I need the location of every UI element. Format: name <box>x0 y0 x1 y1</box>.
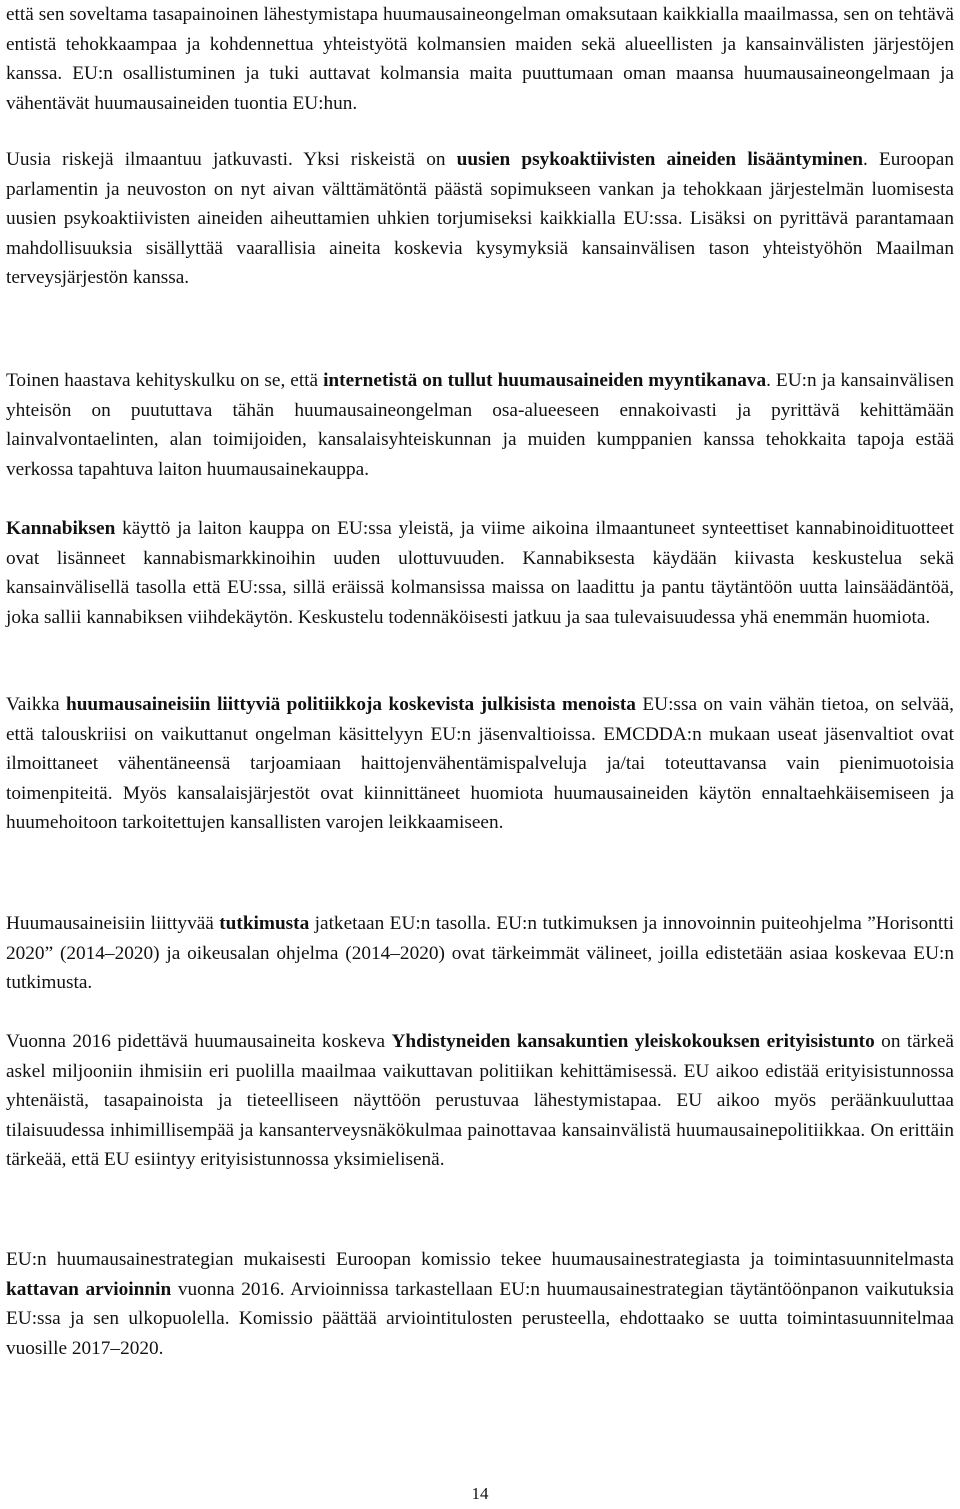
text-run: EU:ssa on vain vähän tietoa, on selvää, että talouskriisi on vaikuttanut ongelman käsittelyyn EU:n jäsenvaltioissa. EMCDDA:n mukaan useat jäsenvaltiot ovat ilmoittaneet vähentäneensä tarjoamiaan haittojenvähentämispalveluja ja/tai toteuttavansa vain pienimuotoisia toimenpiteitä. Myös kansalaisjärjestöt ovat kiinnittäneet huomiota huumausaineiden käytön ennaltaehkäisemiseen ja huumehoitoon tarkoitettujen kansallisten varojen leikkaamiseen. <box>6 694 954 834</box>
bold-phrase: kattavan arvioinnin <box>6 1278 172 1300</box>
bold-phrase: internetistä on tullut huumausaineiden myyntikanava <box>323 370 767 391</box>
text-run: Huumausaineisiin liittyvää <box>6 913 220 934</box>
text-run: . EU:n ja kansainvälisen yhteisön on puututtava tähän huumausaineongelman osa-alueeseen ennakoivasti ja pyrittävä kehittämään lainvalvontaelinten, alan toimijoiden, kansalaisyhteiskunnan ja muiden kumppanien kanssa tehokkaita tapoja estää verkossa tapahtuva laiton huumausainekauppa. <box>6 370 954 480</box>
text-run: vuonna 2016. Arvioinnissa tarkastellaan EU:n huumausainestrategian täytäntöönpanon vaikutuksia EU:ssa ja sen ulkopuolella. Komissio päättää arviointitulosten perusteella, ehdottaako se uutta toimintasuunnitelmaa vuosille 2017–2020. <box>6 1278 954 1359</box>
paragraph <box>6 145 954 293</box>
paragraph <box>6 690 954 838</box>
paragraph <box>6 366 954 484</box>
paragraph <box>6 1245 954 1363</box>
text-run: että sen soveltama tasapainoinen lähestymistapa huumausaineongelman omaksutaan kaikkialla maailmassa, sen on tehtävä entistä tehokkaampaa ja kohdennettua yhteistyötä kolmansien maiden sekä alueellisten ja kansainvälisten järjestöjen kanssa. EU:n osallistuminen ja tuki auttavat kolmansia maita puuttumaan oman maansa huumausaineongelmaan ja vähentävät huumausaineiden tuontia EU:hun. <box>6 4 954 114</box>
page-number: 14 <box>471 1484 489 1503</box>
text-run: . Euroopan parlamentin ja neuvoston on nyt aivan välttämätöntä päästä sopimukseen vankan ja tehokkaan järjestelmän luomisesta uusien psykoaktiivisten aineiden aiheuttamien uhkien torjumiseksi kaikkialla EU:ssa. Lisäksi on pyrittävä parantamaan mahdollisuuksia sisällyttää vaarallisia aineita koskevia kysymyksiä kansainvälisen tason yhteistyöhön Maailman terveysjärjestön kanssa. <box>6 149 954 289</box>
bold-phrase: uusien psykoaktiivisten aineiden lisääntyminen <box>456 149 864 170</box>
text-run: Yksi riskeistä on <box>303 149 457 170</box>
paragraph <box>6 514 954 632</box>
text-run: on tärkeä askel miljooniin ihmisiin eri puolilla maailmaa vaikuttavan politiikan kehittämisessä. EU aikoo edistää erityisistunnossa yhtenäistä, tasapainoista ja tieteelliseen näyttöön perustuvaa lähestymistapaa. EU aikoo myös peräänkuuluttaa tilaisuudessa inhimillisempää ja kansanterveysnäkökulmaa painottavaa kansainvälistä huumausainepolitiikkaa. On erittäin tärkeää, että EU esiintyy erityisistunnossa yksimielisenä. <box>6 1031 954 1171</box>
paragraph <box>6 909 954 998</box>
text-run: Vuonna 2016 pidettävä huumausaineita koskeva <box>6 1031 392 1052</box>
bold-phrase: huumausaineisiin liittyviä politiikkoja koskevista julkisista menoista <box>65 694 636 715</box>
bold-phrase: Kannabiksen <box>6 518 116 539</box>
paragraph <box>6 0 954 118</box>
bold-phrase: tutkimusta <box>219 913 310 934</box>
paragraph <box>6 1027 954 1175</box>
text-run: Vaikka <box>6 694 66 715</box>
text-run: jatketaan EU:n tasolla. EU:n tutkimuksen ja innovoinnin puiteohjelma ”Horisontti 2020” (2014–2020) ja oikeusalan ohjelma (2014–2020) ovat tärkeimmät välineet, joilla edistetään asiaa koskevaa EU:n tutkimusta. <box>6 913 954 994</box>
text-run: EU:n huumausainestrategian mukaisesti Euroopan komissio tekee huumausainestrategiasta ja toimintasuunnitelmasta <box>6 1249 954 1270</box>
text-run: Toinen haastava kehityskulku on se, että <box>6 370 324 391</box>
bold-phrase: Yhdistyneiden kansakuntien yleiskokouksen erityisistunto <box>391 1031 875 1052</box>
text-run: Uusia riskejä ilmaantuu jatkuvasti. <box>6 149 304 170</box>
text-run: käyttö ja laiton kauppa on EU:ssa yleistä, ja viime aikoina ilmaantuneet synteettiset kannabinoidituotteet ovat lisänneet kannabismarkkinoihin uuden ulottuvuuden. Kannabiksesta käydään kiivasta keskustelua sekä kansainvälisellä tasolla että EU:ssa, sillä eräissä kolmansissa maissa on laadittu ja pantu täytäntöön uutta lainsäädäntöä, joka sallii kannabiksen viihdekäytön. Keskustelu todennäköisesti jatkuu ja saa tulevaisuudessa yhä enemmän huomiota. <box>6 518 954 628</box>
